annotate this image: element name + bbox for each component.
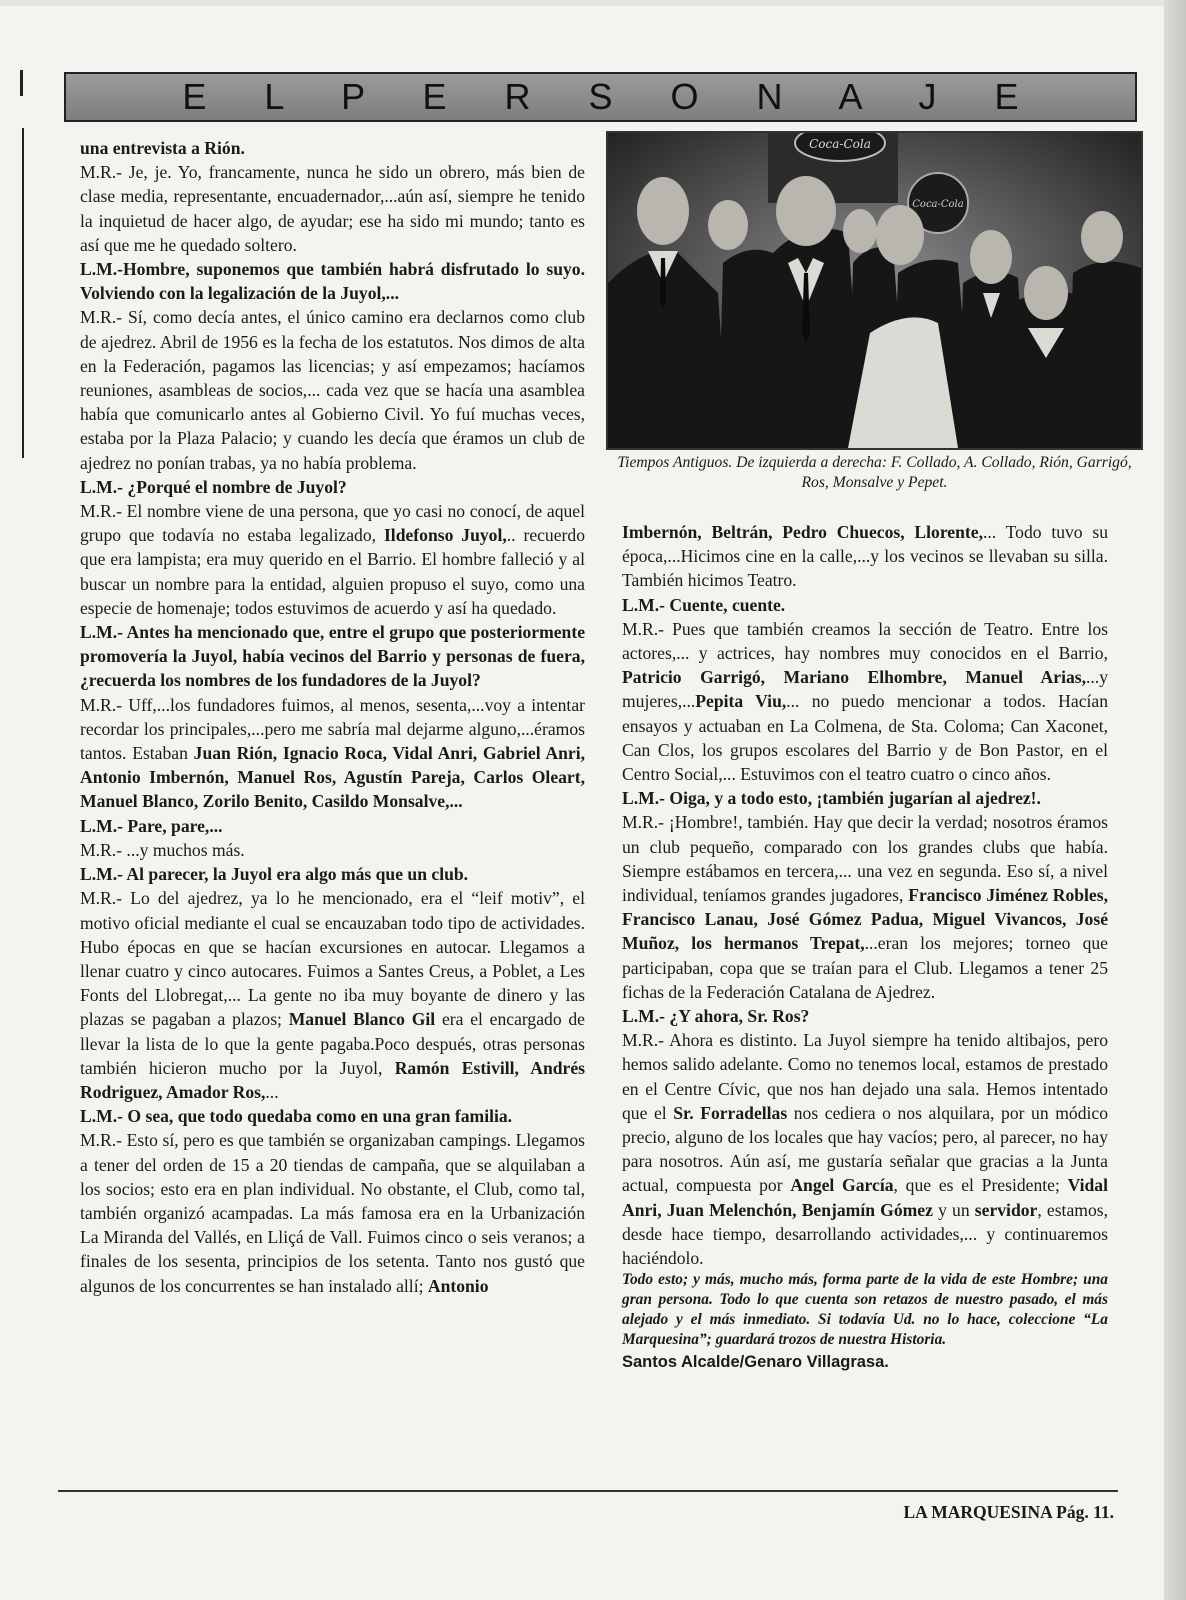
- bold-text-run: L.M.- Al parecer, la Juyol era algo más que un club.: [80, 864, 469, 885]
- bold-text-run: L.M.- O sea, que todo quedaba como en una gran familia.: [80, 1106, 513, 1127]
- text-run: M.R.- El nombre viene de una persona, que yo casi no conocí, de aquel grupo que todavía no estaba legalizado,: [80, 501, 585, 546]
- text-run: ...: [265, 1081, 279, 1102]
- text-run: M.R.- ...y muchos más.: [80, 839, 245, 860]
- article-paragraph: [80, 136, 585, 160]
- author-signature: Santos Alcalde/Genaro Villagrasa.: [622, 1353, 889, 1372]
- article-paragraph: [622, 617, 1108, 786]
- section-title: E L P E R S O N A J E: [182, 76, 1043, 117]
- bold-text-run: L.M.- ¿Y ahora, Sr. Ros?: [622, 1006, 810, 1027]
- bold-text-run: L.M.-Hombre, suponemos que también habrá disfrutado lo suyo. Volviendo con la legalización de la Juyol,...: [80, 259, 585, 304]
- article-paragraph: [80, 693, 585, 814]
- bold-text-run: L.M.- Pare, pare,...: [80, 815, 223, 836]
- article-paragraph: [80, 499, 585, 620]
- page-right-edge: [1164, 0, 1186, 1600]
- bold-text-run: L.M.- ¿Porqué el nombre de Juyol?: [80, 476, 347, 497]
- article-paragraph: [80, 814, 585, 838]
- svg-text:Coca-Cola: Coca-Cola: [809, 137, 871, 151]
- bold-text-run: una entrevista a Rión.: [80, 138, 245, 158]
- article-paragraph: [622, 520, 1108, 593]
- historic-group-photo: [606, 131, 1143, 450]
- svg-text:Coca-Cola: Coca-Cola: [912, 199, 964, 210]
- article-paragraph: [622, 810, 1108, 1004]
- text-run: M.R.- Pues que también creamos la sección de Teatro. Entre los actores,... y actrices, hay nombres muy conocidos en el Barrio,: [622, 618, 1108, 664]
- page-footer: LA MARQUESINA Pág. 11.: [903, 1502, 1114, 1522]
- bold-text-run: Pepita Viu,: [695, 691, 787, 712]
- article-paragraph: [80, 1104, 585, 1128]
- bold-text-run: servidor: [974, 1199, 1038, 1220]
- article-paragraph: [622, 1028, 1108, 1270]
- photo-caption: Tiempos Antiguos. De izquierda a derecha: F. Collado, A. Collado, Rión, Garrigó, Ros, Monsalve y Pepet.: [617, 454, 1132, 491]
- text-run: M.R.- Sí, como decía antes, el único camino era declarnos como club de ajedrez. Abril de 1956 es la fecha de los estatutos. Nos dimos de alta en la Federación, pagamos las licencias; y así empezamos; hacíamos reuniones, asambleas de socios,... cada vez que se hacía una asamblea había que comunicarlo antes al Gobierno Civil. Yo fuí muchas veces, estaba por la Plaza Palacio; y cuando les decía que éramos un club de ajedrez no ponían trabas, ya no había problema.: [80, 307, 585, 473]
- article-paragraph: [80, 257, 585, 305]
- article-paragraph: [80, 862, 585, 886]
- bold-text-run: Francisco Jiménez Robles, Francisco Lanau, José Gómez Padua, Miguel Vivancos, José Muñoz, los hermanos Trepat,: [622, 885, 1108, 954]
- text-run: ...y mujeres,...: [622, 667, 1108, 712]
- article-paragraph: [80, 620, 585, 693]
- footer-rule: [58, 1490, 1118, 1492]
- article-paragraph: [80, 305, 585, 474]
- bold-text-run: Ramón Estivill, Andrés Rodriguez, Amador Ros,: [80, 1057, 586, 1102]
- closing-note: Todo esto; y más, mucho más, forma parte de la vida de este Hombre; una gran persona. Todo lo que cuenta son retazos de nuestro pasado, el más alejado y el más inmediato. Si todavía Ud. no lo hace, coleccione “La Marquesina”; guardará trozos de nuestra Historia.: [622, 1271, 1108, 1349]
- text-run: .. recuerdo que era lampista; era muy querido en el Barrio. El hombre falleció y al buscar un nombre para la entidad, alguien propuso el suyo, como una especie de homenaje; todos estuvimos de acuerdo y así ha quedado.: [80, 525, 585, 618]
- article-paragraph: [622, 593, 1108, 617]
- article-paragraph: [622, 786, 1108, 810]
- article-paragraph: [80, 886, 585, 1104]
- text-run: ...eran los mejores; torneo que participaban, copa que se traían para el Club. Llegamos a tener 25 fichas de la Federación Catalana de Ajedrez.: [622, 933, 1108, 1002]
- left-column: [80, 136, 585, 1298]
- photo-illustration: [608, 133, 1141, 448]
- section-header: [64, 72, 1137, 122]
- page-top-edge: [0, 0, 1186, 6]
- bold-text-run: Sr. Forradellas: [673, 1102, 788, 1123]
- bold-text-run: L.M.- Oiga, y a todo esto, ¡también jugarían al ajedrez!.: [622, 788, 1041, 809]
- article-paragraph: [80, 1128, 585, 1297]
- bold-text-run: L.M.- Antes ha mencionado que, entre el grupo que posteriormente promovería la Juyol, había vecinos del Barrio y personas de fuera, ¿recuerda los nombres de los fundadores de la Juyol?: [80, 622, 585, 691]
- bold-text-run: Vidal Anri, Juan Melenchón, Benjamín Gómez: [622, 1175, 1108, 1220]
- bold-text-run: Imbernón, Beltrán, Pedro Chuecos, Llorente,: [622, 522, 983, 542]
- text-run: M.R.- ¡Hombre!, también. Hay que decir la verdad; nosotros éramos un club pequeño, comparado con los grandes clubs que había. Siempre estábamos en tercera,... una vez en segunda. Eso sí, a nivel individual, teníamos grandes jugadores,: [622, 812, 1108, 906]
- article-paragraph: [80, 838, 585, 862]
- text-run: y un: [932, 1199, 975, 1220]
- bold-text-run: Angel García: [790, 1175, 894, 1196]
- text-run: M.R.- Uff,...los fundadores fuimos, al menos, sesenta,...voy a intentar recordar los principales,...pero me sabría mal dejarme alguno,...éramos tantos. Estaban: [80, 694, 585, 764]
- article-paragraph: [622, 1004, 1108, 1028]
- binder-mark: [22, 128, 24, 458]
- bold-text-run: Juan Rión, Ignacio Roca, Vidal Anri, Gabriel Anri, Antonio Imbernón, Manuel Ros, Agustín Pareja, Carlos Oleart, Manuel Blanco, Zorilo Benito, Casildo Monsalve,...: [80, 743, 585, 812]
- text-run: , que es el Presidente;: [893, 1175, 1068, 1196]
- article-paragraph: [80, 475, 585, 499]
- text-run: M.R.- Lo del ajedrez, ya lo he mencionado, era el “leif motiv”, el motivo oficial mediante el cual se encauzaban todo tipo de actividades. Hubo épocas en que se hacían excursiones en autocar. Llegamos a llenar cuatro y cinco autocares. Fuimos a Santes Creus, a Poblet, a Les Fonts del Llobregat,... La gente no iba muy boyante de dinero y las plazas se pagaban a plazos;: [80, 888, 585, 1030]
- bold-text-run: Patricio Garrigó, Mariano Elhombre, Manuel Arias,: [622, 667, 1086, 688]
- binder-mark: [20, 70, 23, 96]
- text-run: ... Todo tuvo su época,...Hicimos cine en la calle,...y los vecinos se llevaban su silla. También hicimos Teatro.: [622, 522, 1109, 591]
- text-run: M.R.- Esto sí, pero es que también se organizaban campings. Llegamos a tener del orden de 15 a 20 tiendas de campaña, que se alquilaban a los socios; esto era en plan individual. No obstante, el Club, como tal, también organizó acampadas. La más famosa era en la Urbanización La Miranda del Vallés, en Lliçá de Vall. Fuimos cinco o seis veranos; a finales de los sesenta, principios de los setenta. Tanto nos gustó que algunos de los concurrentes se han instalado allí;: [80, 1130, 585, 1296]
- text-run: M.R.- Je, je. Yo, francamente, nunca he sido un obrero, más bien de clase media, representante, encuadernador,...aún así, siempre he tenido la inquietud de hacer algo, de ayudar; ese ha sido mi mundo; tanto es así que me he quedado soltero.: [80, 162, 585, 255]
- text-run: , estamos, desde hace tiempo, desarrollando actividades,... y continuaremos haciéndolo.: [622, 1199, 1108, 1269]
- text-run: era el encargado de llevar la lista de lo que la gente pagaba.Poco después, otras personas también hicieron mucho por la Juyol,: [80, 1009, 585, 1078]
- text-run: M.R.- Ahora es distinto. La Juyol siempre ha tenido altibajos, pero hemos salido adelante. Como no tenemos local, estamos de prestado en el Centre Cívic, que nos han dejado una sala. Hemos intentado que el: [622, 1030, 1108, 1123]
- text-run: ... no puedo mencionar a todos. Hacían ensayos y actuaban en La Colmena, de Sta. Coloma; Can Xaconet, Can Clos, los grupos escolares del Barrio y de Bon Pastor, en el Centro Social,... Estuvimos con el teatro cuatro o cinco años.: [622, 691, 1108, 785]
- bold-text-run: Antonio: [427, 1275, 489, 1296]
- right-column: [622, 520, 1108, 1375]
- bold-text-run: Manuel Blanco Gil: [288, 1009, 436, 1030]
- bold-text-run: L.M.- Cuente, cuente.: [622, 594, 786, 615]
- bold-text-run: Ildefonso Juyol,: [383, 525, 507, 546]
- article-paragraph: [80, 160, 585, 257]
- text-run: nos cediera o nos alquilara, por un módico precio, alguno de los locales que hay vacíos; pero, al parecer, no hay para nosotros. Aún así, me gustaría señalar que gracias a la Junta actual, compuesta por: [622, 1102, 1108, 1196]
